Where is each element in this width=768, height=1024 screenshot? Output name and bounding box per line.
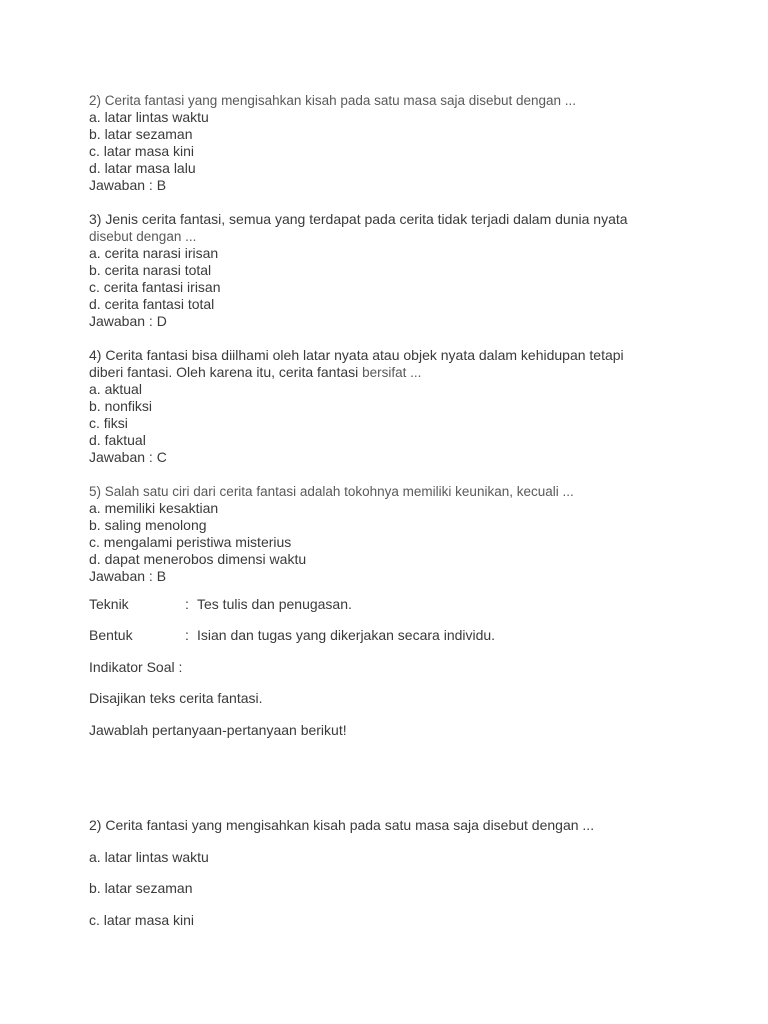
- option-c: c. mengalami peristiwa misterius: [89, 534, 292, 550]
- quiz-compact-section: [89, 92, 689, 585]
- spaced-question-text: 2) Cerita fantasi yang mengisahkan kisah pada satu masa saja disebut dengan ...: [89, 817, 595, 833]
- question-text-cont-a: diberi fantasi. Oleh karena itu, cerita fantasi: [89, 364, 363, 380]
- spaced-option-b: b. latar sezaman: [89, 880, 193, 896]
- teknik-label: Teknik: [89, 596, 129, 612]
- option-d: d. faktual: [89, 432, 146, 448]
- answer-text: Jawaban : B: [89, 177, 167, 193]
- answer-text: Jawaban : B: [89, 568, 167, 584]
- spaced-option-c: c. latar masa kini: [89, 912, 195, 928]
- teknik-value: Tes tulis dan penugasan.: [197, 596, 352, 612]
- option-d: d. dapat menerobos dimensi waktu: [89, 551, 307, 567]
- question-3-block: [89, 211, 689, 330]
- bentuk-value: Isian dan tugas yang dikerjakan secara individu.: [197, 627, 496, 643]
- option-a: a. aktual: [89, 381, 142, 397]
- disajikan-text: Disajikan teks cerita fantasi.: [89, 690, 263, 706]
- question-text: 3) Jenis cerita fantasi, semua yang terdapat pada cerita tidak terjadi dalam dunia nyata: [89, 211, 628, 227]
- instruction-text: Jawablah pertanyaan-pertanyaan berikut!: [89, 722, 347, 738]
- option-a: a. latar lintas waktu: [89, 109, 209, 125]
- question-text-cont: disebut dengan ...: [89, 229, 197, 244]
- question-text-cont: [89, 364, 689, 381]
- option-c: c. cerita fantasi irisan: [89, 279, 221, 295]
- question-text-cont-b: bersifat ...: [362, 365, 422, 380]
- option-c: c. latar masa kini: [89, 143, 195, 159]
- option-d: d. cerita fantasi total: [89, 296, 215, 312]
- bentuk-colon: :: [185, 627, 189, 643]
- question-text: 2) Cerita fantasi yang mengisahkan kisah pada satu masa saja disebut dengan ...: [89, 93, 577, 108]
- option-d: d. latar masa lalu: [89, 160, 196, 176]
- spaced-option-a: a. latar lintas waktu: [89, 849, 209, 865]
- option-b: b. saling menolong: [89, 517, 207, 533]
- question-5-block: [89, 483, 689, 585]
- question-text: 5) Salah satu ciri dari cerita fantasi adalah tokohnya memiliki keunikan, kecuali ...: [89, 484, 574, 499]
- answer-text: Jawaban : D: [89, 313, 167, 329]
- teknik-colon: :: [185, 596, 189, 612]
- indikator-heading: Indikator Soal :: [89, 659, 183, 675]
- question-text: 4) Cerita fantasi bisa diilhami oleh latar nyata atau objek nyata dalam kehidupan tetapi: [89, 347, 624, 363]
- question-2-block: [89, 92, 689, 194]
- bentuk-row: [89, 627, 495, 644]
- question-4-block: [89, 347, 689, 466]
- option-b: b. nonfiksi: [89, 398, 153, 414]
- teknik-row: [89, 596, 352, 613]
- option-b: b. latar sezaman: [89, 126, 193, 142]
- option-c: c. fiksi: [89, 415, 128, 431]
- option-a: a. cerita narasi irisan: [89, 245, 219, 261]
- option-a: a. memiliki kesaktian: [89, 500, 219, 516]
- bentuk-label: Bentuk: [89, 627, 133, 643]
- answer-text: Jawaban : C: [89, 449, 167, 465]
- option-b: b. cerita narasi total: [89, 262, 212, 278]
